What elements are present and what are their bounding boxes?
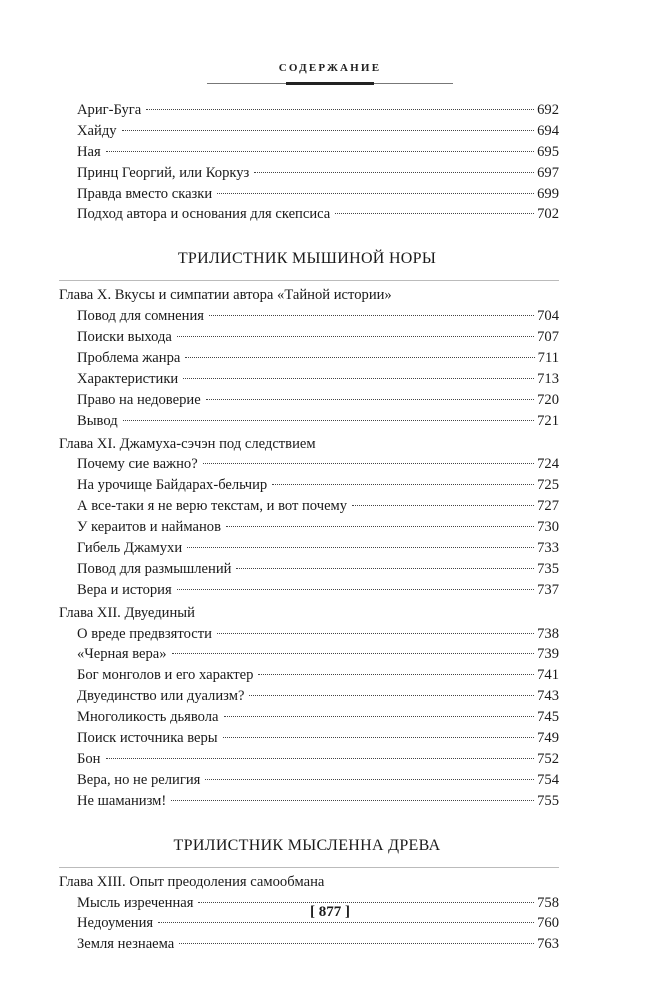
- toc-entry-page: 760: [537, 915, 559, 932]
- toc-entry-page: 730: [537, 519, 559, 536]
- toc-entry[interactable]: [59, 475, 559, 496]
- toc-entry-label: Бон: [77, 750, 101, 767]
- chapter-title: Глава XIII. Опыт преодоления самообмана: [59, 873, 325, 890]
- toc-entry[interactable]: [59, 100, 559, 121]
- dot-leader: [223, 737, 535, 738]
- dot-leader: [187, 547, 534, 548]
- toc-entry-page: 737: [537, 581, 559, 598]
- dot-leader: [236, 568, 534, 569]
- toc-entry[interactable]: [59, 644, 559, 665]
- page-number: [ 877 ]: [310, 904, 350, 920]
- dot-leader: [122, 130, 535, 131]
- toc-entry-page: 749: [537, 730, 559, 747]
- toc-entry[interactable]: [59, 517, 559, 538]
- toc-entry[interactable]: [59, 559, 559, 580]
- toc-entry-page: 743: [537, 688, 559, 705]
- toc-entry-page: 738: [537, 625, 559, 642]
- dot-leader: [226, 526, 534, 527]
- toc-entry[interactable]: [59, 686, 559, 707]
- toc-entry-page: 713: [537, 370, 559, 387]
- toc-entry-page: 704: [537, 308, 559, 325]
- toc-entry[interactable]: [59, 707, 559, 728]
- chapter-heading[interactable]: [59, 285, 559, 306]
- toc-entry-page: 733: [537, 540, 559, 557]
- toc-entry-label: Бог монголов и его характер: [77, 667, 254, 684]
- chapter-heading[interactable]: [59, 434, 559, 455]
- toc-entry-label: Поиски выхода: [77, 329, 172, 346]
- dot-leader: [209, 315, 534, 316]
- toc-entry-label: Ариг-Буга: [77, 102, 142, 118]
- toc-entry-label: Подход автора и основания для скепсиса: [77, 206, 331, 223]
- toc-entry-page: 692: [537, 102, 559, 118]
- dot-leader: [217, 193, 534, 194]
- toc-entry[interactable]: [59, 496, 559, 517]
- toc-entry-page: 727: [537, 498, 559, 515]
- toc-entry[interactable]: [59, 306, 559, 327]
- toc-entry-label: О вреде предвзятости: [77, 625, 212, 642]
- chapter-title: Глава X. Вкусы и симпатии автора «Тайной истории»: [59, 287, 392, 304]
- header-title: СОДЕРЖАНИЕ: [278, 62, 382, 74]
- toc-entry-label: Двуединство или дуализм?: [77, 688, 245, 705]
- chapter-12: [59, 603, 559, 812]
- toc-entry-label: Земля незнаема: [77, 936, 175, 953]
- toc-entry[interactable]: [59, 327, 559, 348]
- dot-leader: [158, 922, 534, 923]
- toc-entry-page: 711: [537, 350, 559, 367]
- toc-entry-page: 745: [537, 709, 559, 726]
- toc-entry-label: Гибель Джамухи: [77, 540, 183, 557]
- toc-entry-page: 763: [537, 936, 559, 953]
- header-rule: [207, 83, 453, 84]
- toc-entry-label: Проблема жанра: [77, 350, 181, 367]
- toc-entry-label: Недоумения: [77, 915, 154, 932]
- toc-entry-page: 702: [537, 206, 559, 223]
- chapter-heading[interactable]: [59, 872, 559, 893]
- toc-entry-page: 735: [537, 560, 559, 577]
- dot-leader: [352, 505, 534, 506]
- dot-leader: [185, 357, 534, 358]
- toc-entry[interactable]: [59, 624, 559, 645]
- toc-entry-page: 725: [537, 477, 559, 494]
- section-title: ТРИЛИСТНИК МЫСЛЕННА ДРЕВА: [173, 836, 441, 854]
- dot-leader: [205, 779, 534, 780]
- toc-entry-page: 739: [537, 646, 559, 663]
- toc-entry[interactable]: [59, 411, 559, 432]
- toc-entry-page: 695: [537, 143, 559, 160]
- toc-entry-label: Правда вместо сказки: [77, 185, 213, 202]
- toc-entry-label: На урочище Байдарах-бельчир: [77, 477, 268, 494]
- dot-leader: [106, 151, 534, 152]
- toc-entry[interactable]: [59, 348, 559, 369]
- toc-entry[interactable]: [59, 934, 559, 955]
- toc-entry-label: Характеристики: [77, 370, 179, 387]
- toc-entry-page: 697: [537, 164, 559, 181]
- dot-leader: [123, 420, 534, 421]
- toc-entry[interactable]: [59, 142, 559, 163]
- toc-entry-page: 758: [537, 894, 559, 911]
- toc-entry-page: 707: [537, 329, 559, 346]
- table-of-contents: [59, 100, 559, 955]
- toc-entry-label: Право на недоверие: [77, 391, 201, 408]
- toc-entry-label: Вера, но не религия: [77, 771, 201, 788]
- toc-entry[interactable]: [59, 204, 559, 225]
- toc-entry-page: 720: [537, 391, 559, 408]
- chapter-title: Глава XI. Джамуха-сэчэн под следствием: [59, 435, 316, 452]
- toc-entry-page: 741: [537, 667, 559, 684]
- dot-leader: [183, 378, 534, 379]
- toc-entry-page: 699: [537, 185, 559, 202]
- toc-entry-label: Повод для сомнения: [77, 308, 204, 325]
- toc-entry-label: Вера и история: [77, 581, 172, 598]
- section-divider: [59, 280, 559, 281]
- toc-entry[interactable]: [59, 749, 559, 770]
- toc-entry-label: Ная: [77, 143, 101, 160]
- dot-leader: [179, 943, 534, 944]
- dot-leader: [146, 109, 534, 110]
- dot-leader: [177, 336, 534, 337]
- toc-entry[interactable]: [59, 538, 559, 559]
- dot-leader: [206, 399, 534, 400]
- toc-entry-page: 754: [537, 771, 559, 788]
- chapter-heading[interactable]: [59, 603, 559, 624]
- dot-leader: [203, 463, 534, 464]
- dot-leader: [254, 172, 534, 173]
- toc-entry-label: Хайду: [77, 122, 117, 139]
- dot-leader: [217, 633, 534, 634]
- toc-entry[interactable]: [59, 580, 559, 601]
- toc-entry[interactable]: [59, 121, 559, 142]
- dot-leader: [198, 902, 534, 903]
- toc-entry-label: Мысль изреченная: [77, 894, 194, 911]
- dot-leader: [258, 674, 534, 675]
- toc-entry-page: 721: [537, 412, 559, 429]
- chapter-11: [59, 434, 559, 601]
- toc-entry-label: Повод для размышлений: [77, 560, 232, 577]
- toc-entry-label: Принц Георгий, или Коркуз: [77, 164, 250, 181]
- dot-leader: [335, 213, 534, 214]
- dot-leader: [106, 758, 535, 759]
- toc-entry-label: Поиск источника веры: [77, 730, 218, 747]
- toc-entry-label: «Черная вера»: [77, 646, 167, 663]
- toc-entry[interactable]: [59, 791, 559, 812]
- dot-leader: [224, 716, 535, 717]
- dot-leader: [272, 484, 534, 485]
- dot-leader: [249, 695, 534, 696]
- toc-entry-label: Многоликость дьявола: [77, 709, 219, 726]
- dot-leader: [172, 653, 535, 654]
- section-title: ТРИЛИСТНИК МЫШИНОЙ НОРЫ: [177, 250, 437, 268]
- toc-entry-page: 694: [537, 122, 559, 139]
- toc-entry-label: У кераитов и найманов: [77, 519, 221, 536]
- toc-entry-label: Вывод: [77, 412, 118, 429]
- toc-entry-page: 724: [537, 456, 559, 473]
- running-header: [0, 62, 660, 84]
- chapter-10: [59, 285, 559, 431]
- dot-leader: [171, 800, 534, 801]
- chapter-title: Глава XII. Двуединый: [59, 604, 195, 621]
- toc-entry[interactable]: [59, 369, 559, 390]
- toc-entry-label: Не шаманизм!: [77, 792, 167, 809]
- toc-entry[interactable]: [59, 728, 559, 749]
- toc-entry-page: 752: [537, 750, 559, 767]
- toc-entry-label: А все-таки я не верю текстам, и вот почему: [77, 498, 348, 515]
- dot-leader: [177, 589, 534, 590]
- toc-entry[interactable]: [59, 184, 559, 205]
- toc-entry[interactable]: [59, 390, 559, 411]
- toc-entry[interactable]: [59, 665, 559, 686]
- toc-entry[interactable]: [59, 163, 559, 184]
- toc-entry-page: 755: [537, 792, 559, 809]
- toc-entry[interactable]: [59, 454, 559, 475]
- toc-group-top: [59, 100, 559, 225]
- toc-entry[interactable]: [59, 770, 559, 791]
- toc-entry-label: Почему сие важно?: [77, 456, 198, 473]
- section-divider: [59, 867, 559, 868]
